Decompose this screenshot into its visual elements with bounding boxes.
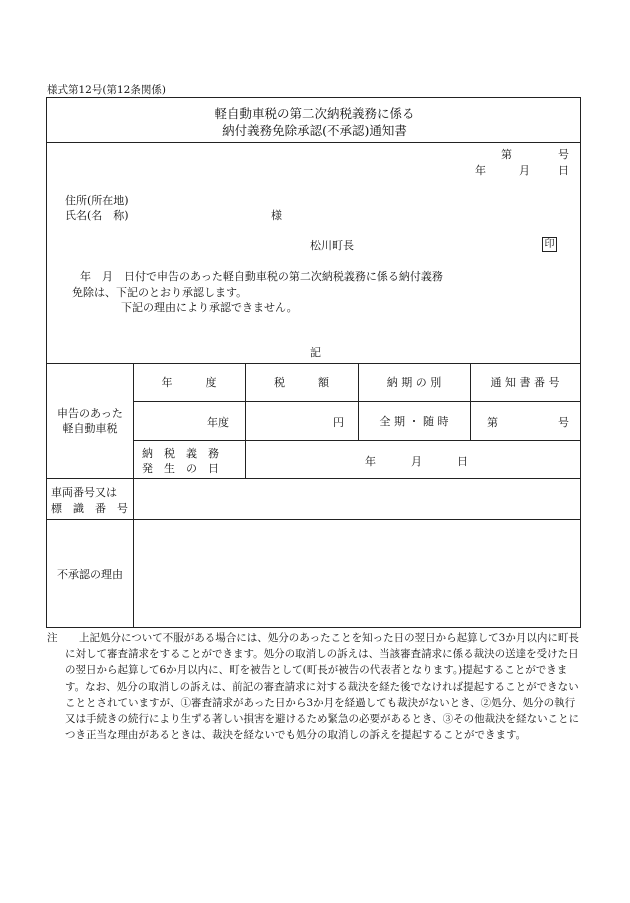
form-title-line1: 軽自動車税の第二次納税義務に係る <box>214 106 415 121</box>
value-tax-yen: 円 <box>333 416 344 429</box>
ki-marker: 記 <box>310 346 321 359</box>
row-divider-1 <box>133 401 580 402</box>
form-title-line2: 納付義務免除承認(不承認)通知書 <box>222 123 407 138</box>
title-divider <box>47 142 580 143</box>
obligation-divider <box>245 440 246 478</box>
plate-label-line1: 車両番号又は <box>51 486 117 499</box>
obligation-label-line2: 発 生 の 日 <box>142 462 219 475</box>
vehicle-tax-label: 申告のあった 軽自動車税 <box>57 406 123 435</box>
doc-number-go: 号 <box>558 148 569 161</box>
name-label: 氏名(名 称) <box>65 209 129 222</box>
body-line2: 免除は、下記のとおり承認します。 <box>72 286 248 299</box>
note-text: 上記処分について不服がある場合には、処分のあったことを知った日の翌日から起算して3か月以内に町長に対して審査請求をすることができます。処分の取消しの訴えは、当該審査請求に係る裁決の送達を受けた日の翌日から起算して6か月以内に、町を被告として(町長が被告の代表者となります。)提起することができます。なお、処分の取消しの訴えは、前記の審査請求に対する裁決を経た後でなければ提起することができないこととされていますが、①審査請求があった日から3か月を経過しても裁決がないとき、②処分、処分の執行又は手続きの続行により生ずる著しい損害を避けるため緊急の必要があるとき、③その他裁決を経ないことにつき正当な理由があるときは、裁決を経ないでも処分の取消しの訴えを提起することができます。 <box>65 632 580 742</box>
value-notice-dai: 第 <box>487 416 498 429</box>
plate-label-line2: 標 識 番 号 <box>51 502 128 515</box>
col-header-period: 納 期 の 別 <box>386 376 442 389</box>
obligation-month: 月 <box>411 455 422 468</box>
obligation-day: 日 <box>457 455 468 468</box>
form-number: 様式第12号(第12条関係) <box>47 84 166 96</box>
sama-honorific: 様 <box>271 209 282 222</box>
body-line1: 年 月 日付で申告のあった軽自動車税の第二次納税義務に係る納付義務 <box>80 270 443 283</box>
obligation-label-line1: 納 税 義 務 <box>142 447 219 460</box>
doc-number-dai: 第 <box>501 148 512 161</box>
row-divider-2 <box>133 440 580 441</box>
date-day: 日 <box>558 164 569 177</box>
col-header-notice: 通 知 書 番 号 <box>490 376 560 389</box>
row-divider-3 <box>47 478 580 479</box>
col-header-year: 年 度 <box>161 376 217 389</box>
note-label: 注 <box>47 632 58 644</box>
body-line3: 下記の理由により承認できません。 <box>121 301 298 314</box>
issuer-name: 松川町長 <box>310 239 354 252</box>
date-year: 年 <box>475 164 486 177</box>
col-header-tax: 税 額 <box>274 376 329 389</box>
date-month: 月 <box>519 164 530 177</box>
obligation-year: 年 <box>365 455 376 468</box>
address-label: 住所(所在地) <box>65 194 129 207</box>
reason-label: 不承認の理由 <box>57 567 123 581</box>
value-year-suffix: 年度 <box>207 416 229 429</box>
seal-mark: 印 <box>542 237 557 252</box>
value-notice-go: 号 <box>558 416 569 429</box>
label-column-divider <box>133 363 134 628</box>
value-period: 全 期 ・ 随 時 <box>379 414 449 428</box>
form-frame <box>46 97 581 628</box>
